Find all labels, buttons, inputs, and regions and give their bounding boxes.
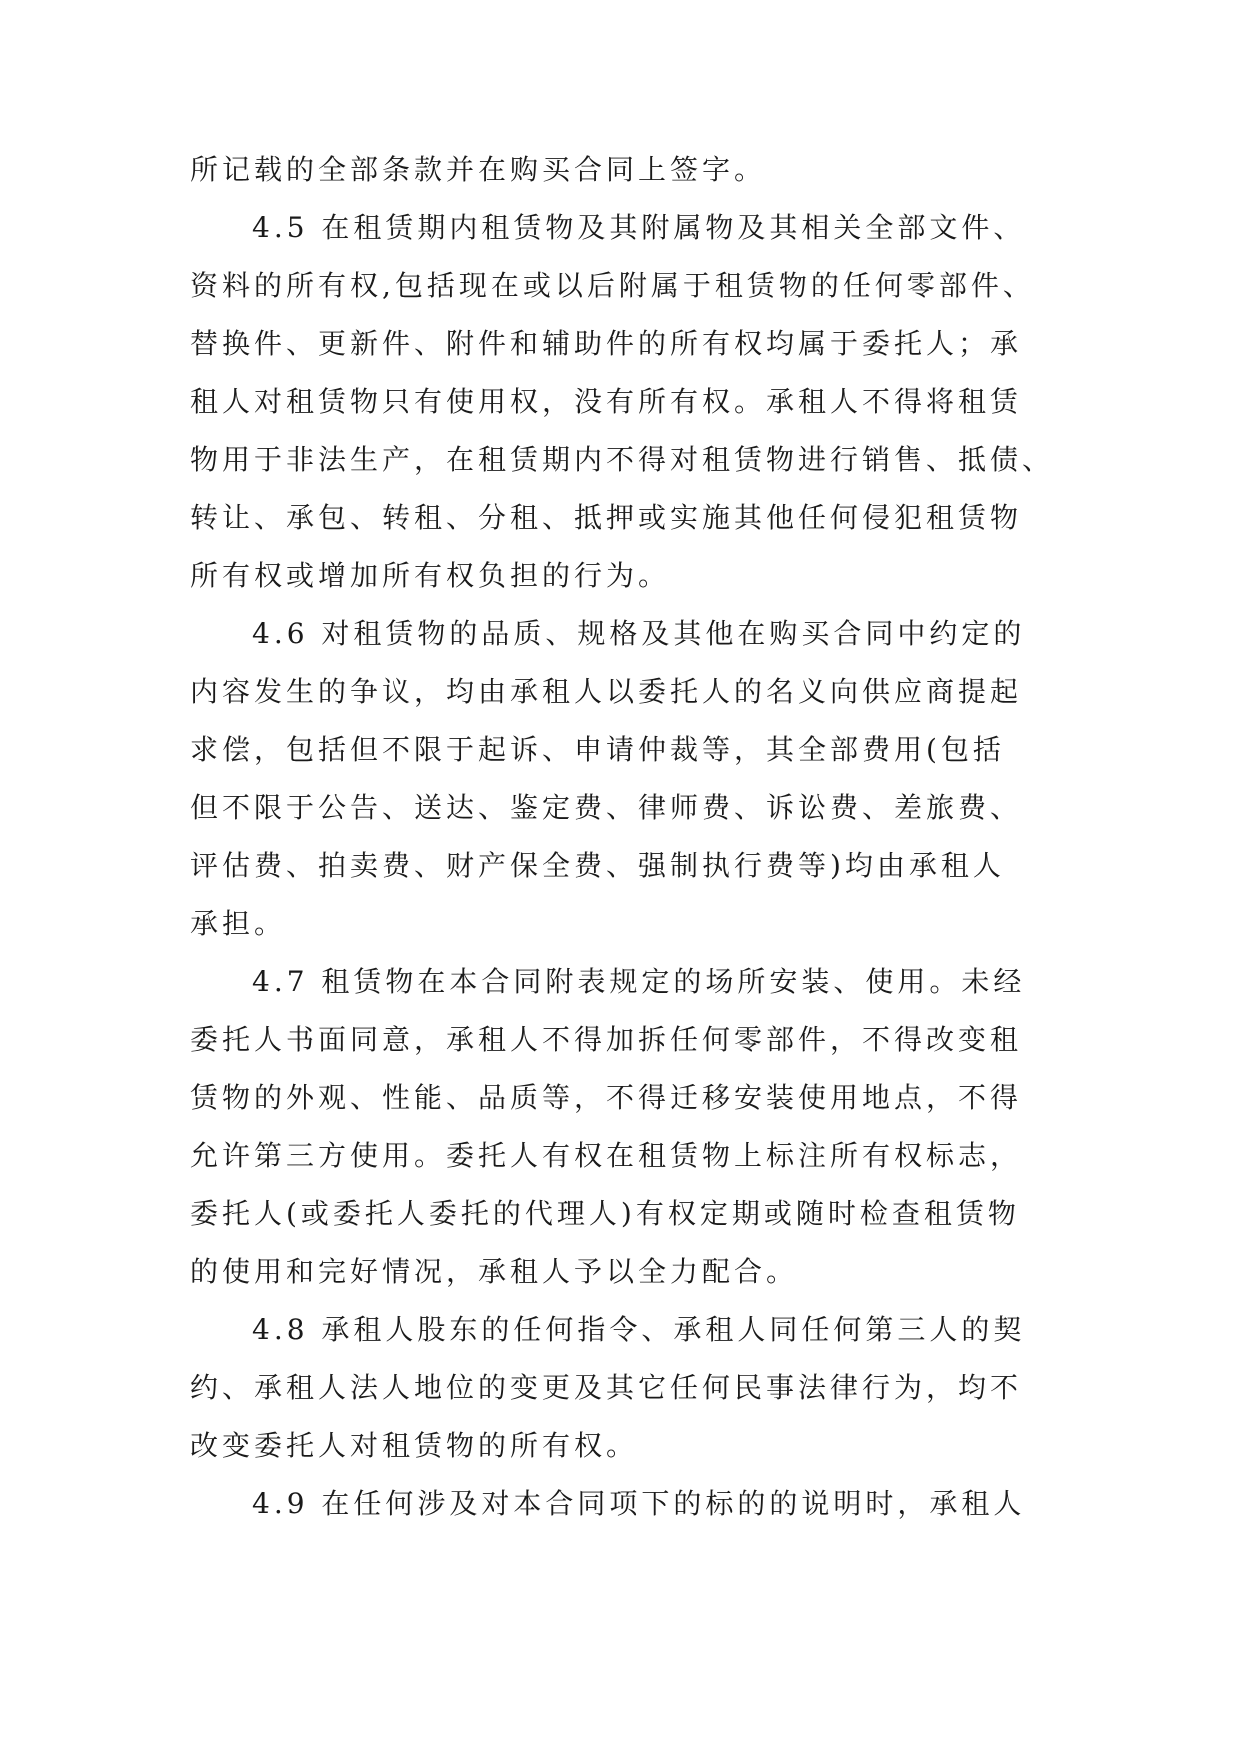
clause-4-6-first-line: 4.6 对租赁物的品质、规格及其他在购买合同中约定的 [252, 617, 1026, 650]
text-line: 内容发生的争议，均由承租人以委托人的名义向供应商提起 [190, 675, 1023, 708]
text-line: 转让、承包、转租、分租、抵押或实施其他任何侵犯租赁物 [190, 501, 1023, 534]
text-line: 求偿，包括但不限于起诉、申请仲裁等，其全部费用(包括 [190, 733, 1005, 766]
text-line: 所有权或增加所有权负担的行为。 [190, 559, 671, 592]
clause-4-5-first-line: 4.5 在租赁期内租赁物及其附属物及其相关全部文件、 [252, 211, 1026, 244]
text-line: 赁物的外观、性能、品质等，不得迁移安装使用地点，不得 [190, 1081, 1023, 1114]
text-line: 租人对租赁物只有使用权，没有所有权。承租人不得将租赁 [190, 385, 1023, 418]
text-line: 所记载的全部条款并在购买合同上签字。 [190, 153, 767, 186]
text-line: 但不限于公告、送达、鉴定费、律师费、诉讼费、差旅费、 [190, 791, 1023, 824]
text-line: 改变委托人对租赁物的所有权。 [190, 1429, 639, 1462]
text-line: 替换件、更新件、附件和辅助件的所有权均属于委托人；承 [190, 327, 1023, 360]
clause-4-9-first-line: 4.9 在任何涉及对本合同项下的标的的说明时，承租人 [252, 1487, 1026, 1520]
text-line: 允许第三方使用。委托人有权在租赁物上标注所有权标志， [190, 1139, 1023, 1172]
text-line: 委托人(或委托人委托的代理人)有权定期或随时检查租赁物 [190, 1197, 1020, 1230]
text-line: 物用于非法生产，在租赁期内不得对租赁物进行销售、抵债、 [190, 443, 1055, 476]
text-line: 评估费、拍卖费、财产保全费、强制执行费等)均由承租人 [190, 849, 1005, 882]
text-line: 的使用和完好情况，承租人予以全力配合。 [190, 1255, 799, 1288]
clause-4-7-first-line: 4.7 租赁物在本合同附表规定的场所安装、使用。未经 [252, 965, 1026, 998]
text-line: 承担。 [190, 907, 287, 940]
clause-4-8-first-line: 4.8 承租人股东的任何指令、承租人同任何第三人的契 [252, 1313, 1026, 1346]
text-line: 约、承租人法人地位的变更及其它任何民事法律行为，均不 [190, 1371, 1023, 1404]
text-line: 资料的所有权,包括现在或以后附属于租赁物的任何零部件、 [190, 269, 1035, 302]
text-line: 委托人书面同意，承租人不得加拆任何零部件，不得改变租 [190, 1023, 1023, 1056]
